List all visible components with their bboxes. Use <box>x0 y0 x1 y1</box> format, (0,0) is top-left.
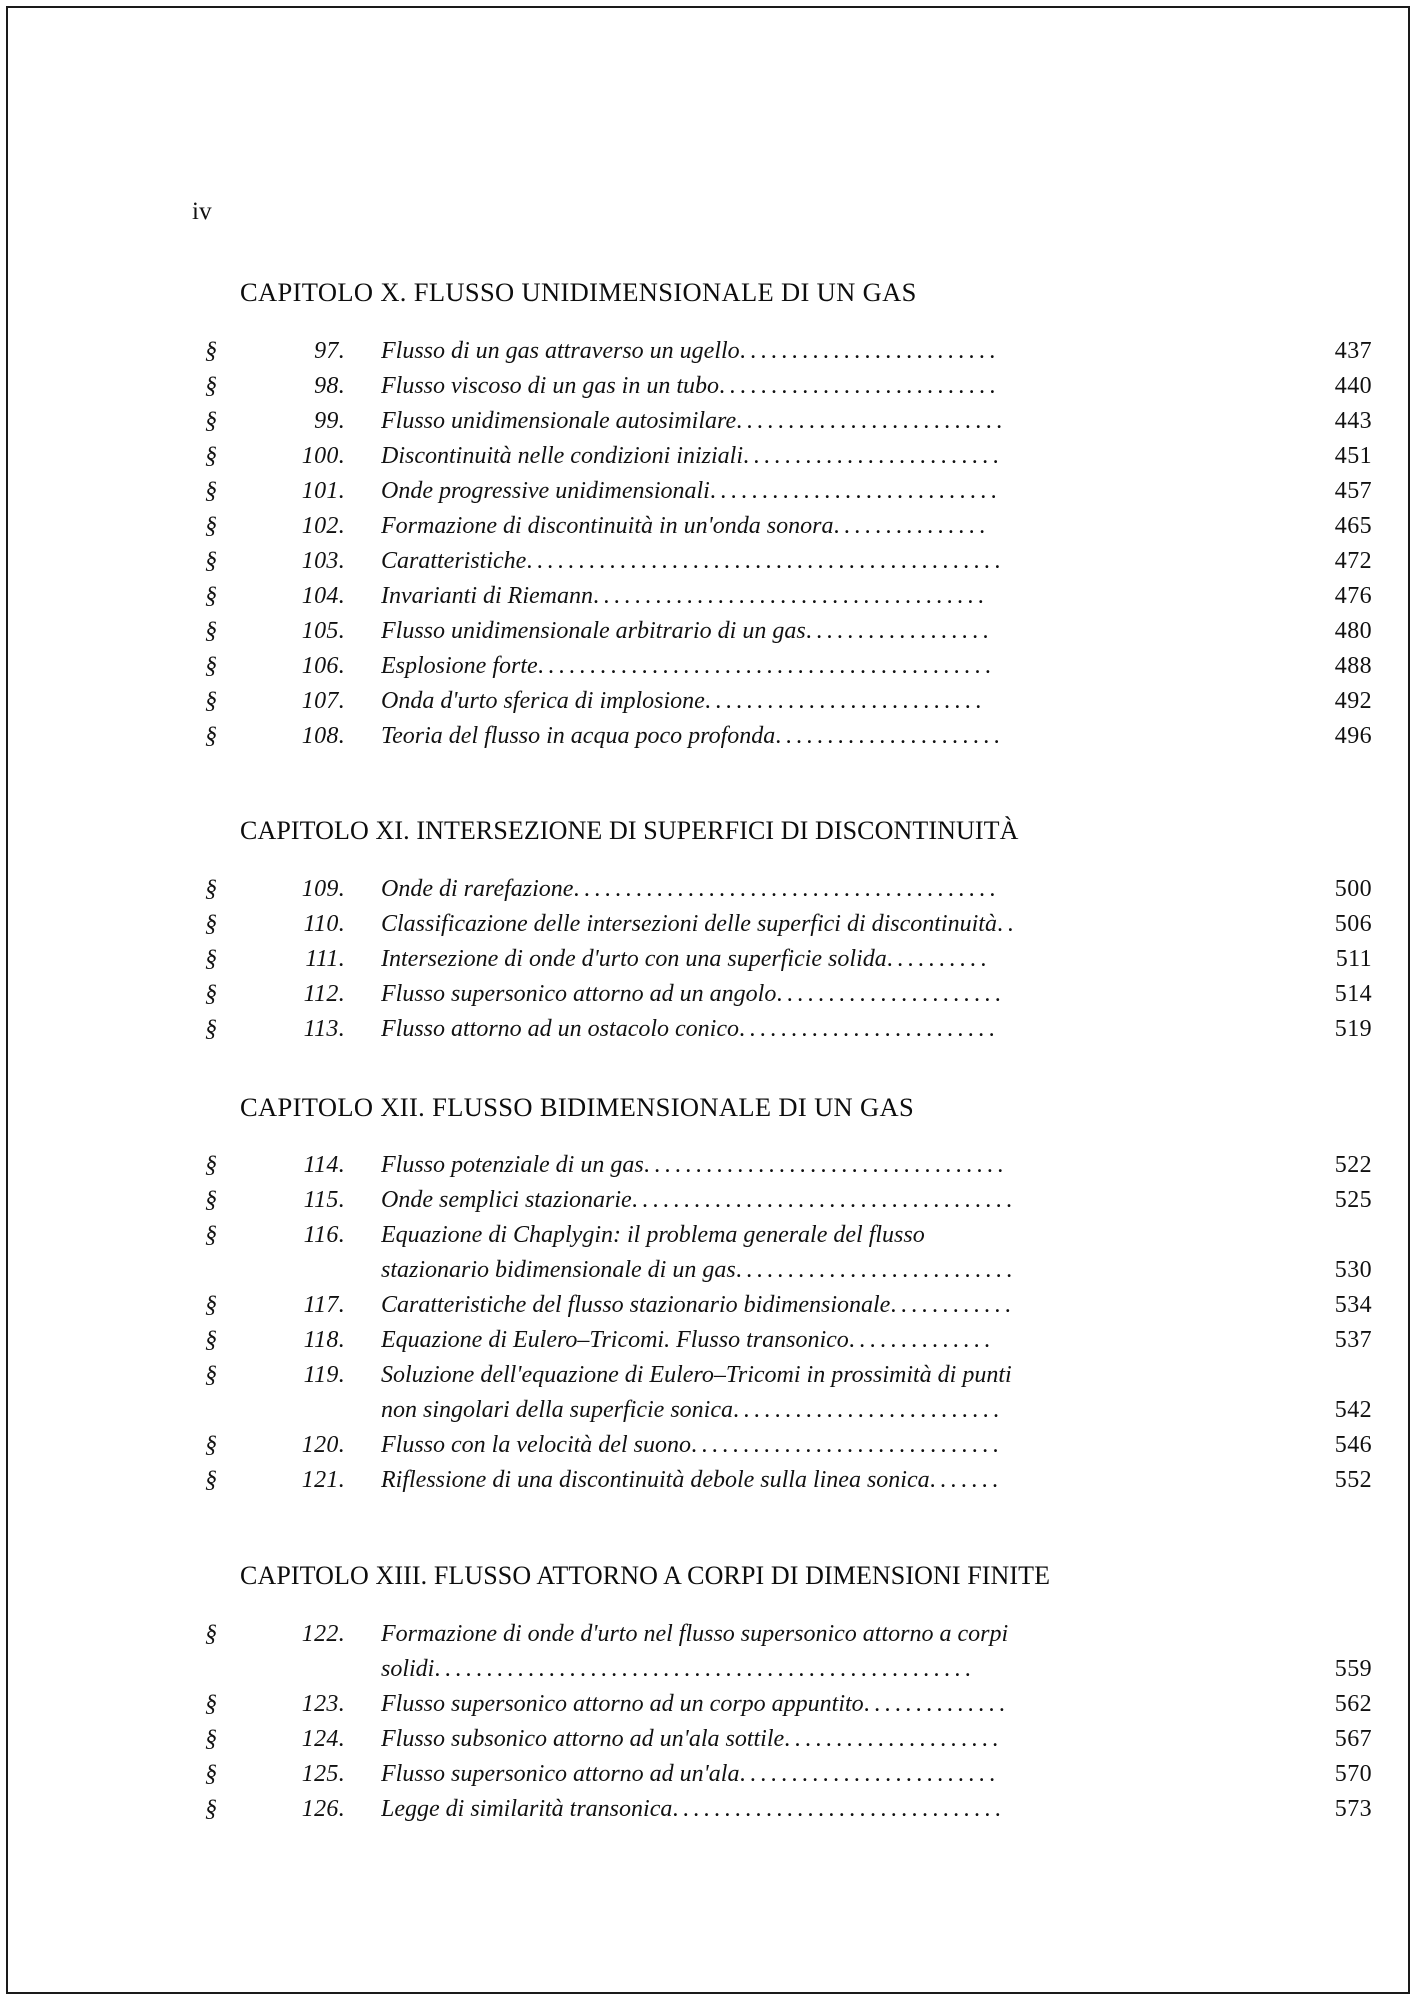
section-sign-icon: § <box>205 512 218 539</box>
entry-title: Caratteristiche del flusso stazionario bidimensionale <box>381 1293 891 1318</box>
section-number <box>205 1692 345 1716</box>
section-sign-icon: § <box>205 1152 218 1179</box>
table-of-contents <box>0 278 1416 1826</box>
section-sign-icon: § <box>205 1362 218 1389</box>
section-sign-icon: § <box>205 442 218 469</box>
entry-title: Flusso supersonico attorno ad un'ala <box>381 1761 740 1786</box>
entry-title-cell <box>381 1293 1276 1317</box>
entry-title: Flusso supersonico attorno ad un corpo appuntito <box>381 1691 864 1716</box>
toc-entry[interactable] <box>0 1358 1416 1393</box>
section-number <box>205 724 345 748</box>
dot-leader: ..................... <box>784 1726 1003 1751</box>
section-number <box>205 619 345 643</box>
section-number <box>205 982 345 1006</box>
toc-entry[interactable] <box>0 872 1416 907</box>
dot-leader: ......................... <box>739 338 1000 363</box>
section-sign-icon: § <box>205 1432 218 1459</box>
entry-title: Flusso supersonico attorno ad un angolo <box>381 982 777 1007</box>
toc-entry[interactable] <box>0 1183 1416 1218</box>
entry-title-cell <box>381 1727 1276 1751</box>
toc-entry[interactable] <box>0 648 1416 683</box>
section-sign-icon: § <box>205 1327 218 1354</box>
section-sign-icon: § <box>205 911 218 938</box>
chapter-block <box>0 1562 1416 1827</box>
section-number-value: 119. <box>303 1362 345 1389</box>
entry-page-number: 530 <box>1334 1257 1372 1284</box>
entry-title: Onde progressive unidimensionali <box>381 478 710 503</box>
section-number <box>205 1017 345 1041</box>
entry-page-number: 457 <box>1334 477 1372 504</box>
section-number <box>205 514 345 538</box>
section-sign-icon: § <box>205 1467 218 1494</box>
entry-title-cell <box>381 514 1276 538</box>
section-number <box>205 1223 345 1247</box>
section-number <box>205 1293 345 1317</box>
entry-title-cell <box>381 619 1276 643</box>
section-sign-icon: § <box>205 547 218 574</box>
section-sign-icon: § <box>205 372 218 399</box>
entry-page-number: 440 <box>1334 372 1372 399</box>
toc-entry[interactable] <box>0 403 1416 438</box>
toc-entry[interactable] <box>0 473 1416 508</box>
toc-entry[interactable] <box>0 683 1416 718</box>
section-number <box>205 1328 345 1352</box>
dot-leader: .......... <box>886 947 991 972</box>
toc-entry[interactable] <box>0 718 1416 753</box>
section-sign-icon: § <box>205 1187 218 1214</box>
entry-title-cell <box>381 947 1276 971</box>
section-number <box>205 409 345 433</box>
section-number <box>205 1762 345 1786</box>
entry-title: Discontinuità nelle condizioni iniziali <box>381 443 743 468</box>
entry-page-number: 567 <box>1334 1725 1372 1752</box>
entry-page-number: 492 <box>1334 687 1372 714</box>
entry-page-number: 514 <box>1334 981 1372 1008</box>
section-number <box>205 444 345 468</box>
dot-leader: ...................... <box>775 723 1005 748</box>
dot-leader: ................................ <box>672 1796 1006 1821</box>
entry-page-number: 562 <box>1334 1690 1372 1717</box>
section-sign-icon: § <box>205 1690 218 1717</box>
entry-title: Flusso viscoso di un gas in un tubo <box>381 373 720 398</box>
section-sign-icon: § <box>205 1292 218 1319</box>
entry-title: Caratteristiche <box>381 548 527 573</box>
section-sign-icon: § <box>205 1760 218 1787</box>
section-number-value: 111. <box>305 946 345 973</box>
section-number-value: 121. <box>301 1467 345 1494</box>
dot-leader: ....... <box>929 1468 1003 1493</box>
dot-leader: ............................ <box>709 478 1002 503</box>
chapter-heading: CAPITOLO XII. FLUSSO BIDIMENSIONALE DI UN GAS <box>240 1091 915 1122</box>
entry-title: Flusso unidimensionale arbitrario di un gas <box>381 618 806 643</box>
entry-title-cell <box>381 982 1276 1006</box>
entry-title-cell <box>381 374 1276 398</box>
toc-entry[interactable] <box>0 1721 1416 1756</box>
section-sign-icon: § <box>205 1222 218 1249</box>
entry-title-cell <box>381 1433 1276 1457</box>
entry-title: stazionario bidimensionale di un gas <box>381 1258 736 1283</box>
entry-title-cell <box>381 444 1276 468</box>
entry-title-cell <box>381 1398 1276 1422</box>
entry-title: Classificazione delle intersezioni delle superfici di discontinuità <box>381 912 997 937</box>
dot-leader: ........................... <box>735 1258 1017 1283</box>
entry-page-number: 480 <box>1334 617 1372 644</box>
entry-page-number: 534 <box>1334 1292 1372 1319</box>
section-number-value: 116. <box>303 1222 345 1249</box>
section-number-value: 105. <box>301 617 345 644</box>
toc-entry[interactable] <box>0 438 1416 473</box>
entry-title-cell <box>381 549 1276 573</box>
section-number-value: 103. <box>301 547 345 574</box>
entry-title: Flusso con la velocità del suono <box>381 1433 691 1458</box>
section-sign-icon: § <box>205 687 218 714</box>
section-sign-icon: § <box>205 617 218 644</box>
dot-leader: ..................................... <box>631 1188 1017 1213</box>
entry-title: Esplosione forte <box>381 653 538 678</box>
entry-title-cell <box>381 1017 1276 1041</box>
section-number <box>205 479 345 503</box>
dot-leader: .............. <box>848 1328 995 1353</box>
section-number-value: 114. <box>303 1152 345 1179</box>
section-number-value: 110. <box>303 911 345 938</box>
dot-leader: .............. <box>863 1691 1010 1716</box>
entry-title: Flusso di un gas attraverso un ugello <box>381 338 740 363</box>
section-gap <box>0 753 1416 817</box>
toc-entry[interactable] <box>0 1253 1416 1288</box>
section-number <box>205 1433 345 1457</box>
entry-page-number: 451 <box>1334 442 1372 469</box>
entry-page-number: 437 <box>1334 337 1372 364</box>
toc-entry[interactable] <box>0 1651 1416 1686</box>
dot-leader: .............................. <box>690 1433 1003 1458</box>
entry-page-number: 519 <box>1334 1016 1372 1043</box>
entry-title: Flusso unidimensionale autosimilare <box>381 408 737 433</box>
entry-title-cell <box>381 654 1276 678</box>
section-sign-icon: § <box>205 1795 218 1822</box>
toc-entry[interactable] <box>0 508 1416 543</box>
entry-title-cell <box>381 1468 1276 1492</box>
section-number-value: 122. <box>301 1620 345 1647</box>
section-number <box>205 1363 345 1387</box>
entry-title-cell <box>381 1762 1276 1786</box>
section-number-value: 124. <box>301 1725 345 1752</box>
section-number <box>205 877 345 901</box>
entry-title-cell <box>381 877 1276 901</box>
section-sign-icon: § <box>205 876 218 903</box>
section-sign-icon: § <box>205 407 218 434</box>
section-sign-icon: § <box>205 582 218 609</box>
dot-leader: ...................... <box>776 982 1006 1007</box>
section-number <box>205 584 345 608</box>
entry-title-cell <box>381 689 1276 713</box>
section-sign-icon: § <box>205 946 218 973</box>
toc-entry[interactable] <box>0 1218 1416 1253</box>
toc-entry[interactable] <box>0 1323 1416 1358</box>
chapter-heading: CAPITOLO XI. INTERSEZIONE DI SUPERFICI DI DISCONTINUITÀ <box>240 816 1019 846</box>
entry-title: Formazione di discontinuità in un'onda sonora <box>381 513 834 538</box>
toc-entry[interactable] <box>0 543 1416 578</box>
dot-leader: .............................................. <box>526 548 1005 573</box>
dot-leader: ........................... <box>719 373 1000 398</box>
section-number <box>205 339 345 363</box>
dot-leader: ......................................... <box>573 877 1000 902</box>
entry-title: Soluzione dell'equazione di Eulero–Tricomi in prossimità di punti <box>381 1363 1012 1388</box>
section-number <box>205 1797 345 1821</box>
section-sign-icon: § <box>205 477 218 504</box>
dot-leader: .......................... <box>736 408 1007 433</box>
section-sign-icon: § <box>205 1620 218 1647</box>
entry-title: Teoria del flusso in acqua poco profonda <box>381 723 776 748</box>
dot-leader: .. <box>996 912 1018 937</box>
chapter-block <box>0 278 1416 753</box>
entry-page-number: 476 <box>1334 582 1372 609</box>
dot-leader: ......................... <box>739 1761 1000 1786</box>
section-number-value: 97. <box>314 337 345 364</box>
section-number-value: 118. <box>303 1327 345 1354</box>
dot-leader: ................................... <box>643 1153 1008 1178</box>
entry-title-cell <box>381 1188 1276 1212</box>
section-number <box>205 654 345 678</box>
section-sign-icon: § <box>205 337 218 364</box>
dot-leader: ...................................... <box>592 583 989 608</box>
entry-page-number: 522 <box>1334 1152 1372 1179</box>
chapter-entry-list <box>0 872 1416 1047</box>
folio-page-number: iv <box>192 198 212 225</box>
toc-entry[interactable] <box>0 1756 1416 1791</box>
section-number-value: 126. <box>301 1795 345 1822</box>
dot-leader: ......................... <box>742 443 1003 468</box>
section-number-value: 115. <box>303 1187 345 1214</box>
dot-leader: ........................... <box>704 688 986 713</box>
entry-title: solidi <box>381 1656 435 1681</box>
entry-title-cell <box>381 1797 1276 1821</box>
toc-entry[interactable] <box>0 578 1416 613</box>
entry-page-number: 525 <box>1334 1187 1372 1214</box>
entry-title-cell <box>381 479 1276 503</box>
toc-entry[interactable] <box>0 907 1416 942</box>
entry-title: Onda d'urto sferica di implosione <box>381 688 705 713</box>
entry-title: non singolari della superficie sonica <box>381 1398 733 1423</box>
entry-page-number: 542 <box>1334 1397 1372 1424</box>
section-number-value: 102. <box>301 512 345 539</box>
entry-title-cell <box>381 912 1276 936</box>
entry-title: Equazione di Chaplygin: il problema generale del flusso <box>381 1223 925 1248</box>
dot-leader: ......................... <box>738 1017 999 1042</box>
entry-title-cell <box>381 584 1276 608</box>
chapter-block <box>0 1093 1416 1498</box>
section-gap <box>0 1498 1416 1562</box>
dot-leader: .......................... <box>732 1398 1004 1423</box>
section-number <box>205 1153 345 1177</box>
entry-page-number: 511 <box>1335 946 1372 973</box>
section-sign-icon: § <box>205 722 218 749</box>
entry-title-cell <box>381 1258 1276 1282</box>
toc-entry[interactable] <box>0 613 1416 648</box>
entry-page-number: 537 <box>1334 1327 1372 1354</box>
entry-page-number: 552 <box>1334 1467 1372 1494</box>
section-number-value: 109. <box>301 876 345 903</box>
entry-page-number: 546 <box>1334 1432 1372 1459</box>
toc-entry[interactable] <box>0 1148 1416 1183</box>
chapter-heading: CAPITOLO X. FLUSSO UNIDIMENSIONALE DI UN GAS <box>240 277 917 307</box>
section-number <box>205 1727 345 1751</box>
entry-title: Intersezione di onde d'urto con una superficie solida <box>381 947 887 972</box>
dot-leader: ............ <box>890 1293 1016 1318</box>
section-number-value: 113. <box>303 1016 345 1043</box>
entry-title: Formazione di onde d'urto nel flusso supersonico attorno a corpi <box>381 1621 1009 1646</box>
section-sign-icon: § <box>205 1725 218 1752</box>
section-number <box>205 947 345 971</box>
entry-title: Flusso subsonico attorno ad un'ala sottile <box>381 1726 785 1751</box>
section-sign-icon: § <box>205 981 218 1008</box>
toc-entry[interactable] <box>0 368 1416 403</box>
section-sign-icon: § <box>205 1016 218 1043</box>
toc-entry[interactable] <box>0 1686 1416 1721</box>
section-number-value: 125. <box>301 1760 345 1787</box>
entry-title: Equazione di Eulero–Tricomi. Flusso transonico <box>381 1328 849 1353</box>
dot-leader: ............................................ <box>537 653 996 678</box>
dot-leader: .................................................... <box>434 1656 976 1681</box>
entry-title-cell <box>381 339 1276 363</box>
dot-leader: ............... <box>833 513 990 538</box>
toc-entry[interactable] <box>0 1288 1416 1323</box>
toc-entry[interactable] <box>0 1012 1416 1047</box>
section-number <box>205 1622 345 1646</box>
entry-title: Legge di similarità transonica <box>381 1796 673 1821</box>
section-number-value: 100. <box>301 442 345 469</box>
entry-page-number: 500 <box>1334 876 1372 903</box>
entry-page-number: 465 <box>1334 512 1372 539</box>
entry-title: Flusso attorno ad un ostacolo conico <box>381 1017 739 1042</box>
chapter-entry-list <box>0 333 1416 753</box>
entry-title: Riflessione di una discontinuità debole sulla linea sonica <box>381 1468 930 1493</box>
entry-title-cell <box>381 1153 1276 1177</box>
entry-title-cell <box>381 1622 1276 1646</box>
section-number-value: 99. <box>314 407 345 434</box>
toc-entry[interactable] <box>0 1393 1416 1428</box>
section-number-value: 108. <box>301 722 345 749</box>
section-number-value: 112. <box>303 981 345 1008</box>
section-number <box>205 689 345 713</box>
dot-leader: .................. <box>805 618 993 643</box>
entry-title-cell <box>381 409 1276 433</box>
entry-title: Onde semplici stazionarie <box>381 1188 632 1213</box>
entry-page-number: 488 <box>1334 652 1372 679</box>
entry-page-number: 472 <box>1334 547 1372 574</box>
entry-title-cell <box>381 1328 1276 1352</box>
entry-page-number: 496 <box>1334 722 1372 749</box>
toc-entry[interactable] <box>0 1616 1416 1651</box>
entry-title: Invarianti di Riemann <box>381 583 593 608</box>
toc-entry[interactable] <box>0 1463 1416 1498</box>
entry-page-number: 443 <box>1334 407 1372 434</box>
chapter-entry-list <box>0 1616 1416 1826</box>
entry-page-number: 559 <box>1334 1655 1372 1682</box>
entry-title: Flusso potenziale di un gas <box>381 1153 644 1178</box>
toc-entry[interactable] <box>0 977 1416 1012</box>
chapter-entry-list <box>0 1148 1416 1498</box>
section-sign-icon: § <box>205 652 218 679</box>
toc-entry[interactable] <box>0 1791 1416 1826</box>
section-number-value: 107. <box>301 687 345 714</box>
entry-title-cell <box>381 724 1276 748</box>
section-number <box>205 1188 345 1212</box>
chapter-heading: CAPITOLO XIII. FLUSSO ATTORNO A CORPI DI DIMENSIONI FINITE <box>240 1560 1051 1590</box>
section-number-value: 120. <box>301 1432 345 1459</box>
entry-title-cell <box>381 1657 1276 1681</box>
entry-page-number: 573 <box>1334 1795 1372 1822</box>
entry-title-cell <box>381 1363 1276 1387</box>
section-number-value: 104. <box>301 582 345 609</box>
toc-entry[interactable] <box>0 942 1416 977</box>
section-number <box>205 374 345 398</box>
entry-page-number: 570 <box>1334 1760 1372 1787</box>
section-number-value: 123. <box>301 1690 345 1717</box>
entry-title-cell <box>381 1692 1276 1716</box>
section-number-value: 106. <box>301 652 345 679</box>
toc-entry[interactable] <box>0 1428 1416 1463</box>
section-number <box>205 1468 345 1492</box>
section-number-value: 117. <box>303 1292 345 1319</box>
section-number-value: 98. <box>314 372 345 399</box>
toc-entry[interactable] <box>0 333 1416 368</box>
entry-title-cell <box>381 1223 1276 1247</box>
chapter-block <box>0 817 1416 1047</box>
section-gap <box>0 1047 1416 1093</box>
section-number <box>205 912 345 936</box>
section-number <box>205 549 345 573</box>
entry-page-number: 506 <box>1334 911 1372 938</box>
entry-title: Onde di rarefazione <box>381 877 574 902</box>
section-number-value: 101. <box>301 477 345 504</box>
